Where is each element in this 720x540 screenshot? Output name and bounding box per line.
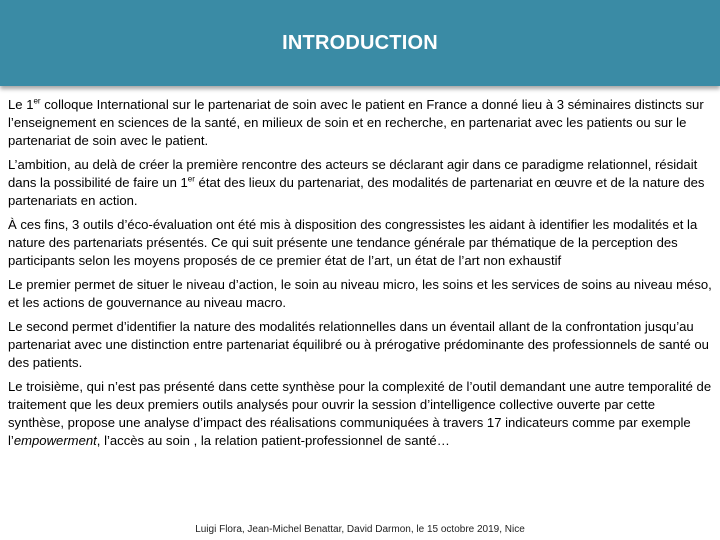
paragraph-5: Le second permet d’identifier la nature des modalités relationnelles dans un éventail allant de la confrontation jusqu’au partenariat avec une distinction entre partenariat équilibré ou à prérogative prédominante des professionnels de santé ou des patients. [8,319,709,370]
paragraph-1 [8,96,712,150]
paragraph-1-superscript: er [33,96,41,106]
paragraph-2 [8,156,712,210]
paragraph-4: Le premier permet de situer le niveau d’action, le soin au niveau micro, les soins et les services de soins au niveau méso, et les actions de gouvernance au niveau macro. [8,277,712,310]
paragraph-1-text-a: Le 1 [8,97,34,112]
paragraph-2-text-b: état des lieux du partenariat, des modalités de partenariat en œuvre et de la nature des partenariats en action. [8,175,705,208]
slide-footer: Luigi Flora, Jean-Michel Benattar, David Darmon, le 15 octobre 2019, Nice [195,524,525,535]
slide-body [8,96,712,456]
paragraph-6-text-a: Le troisième, qui n’est pas présenté dans cette synthèse pour la complexité de l’outil demandant une autre temporalité de traitement que les deux premiers outils analysés pour ouvrir la session d’intelligence collective ouverte par cette synthèse, propose une analyse d’impact des réalisations communiquées à travers 17 indicateurs comme par exemple l’ [8,379,712,448]
paragraph-3: À ces fins, 3 outils d’éco-évaluation ont été mis à disposition des congressistes les aidant à identifier les modalités et la nature des partenariats présentés. Ce qui suit présente une tendance générale par thématique de la perception des participants selon les moyens proposés de ce premier état de l’art, un état de l’art non exhaustif [8,217,698,268]
paragraph-2-superscript: er [187,174,195,184]
paragraph-6-emphasis: empowerment [13,433,97,448]
slide-title: INTRODUCTION [282,31,438,54]
paragraph-1-text-b: colloque International sur le partenariat de soin avec le patient en France a donné lieu à 3 séminaires distincts sur l’enseignement en sciences de la santé, en milieux de soin et en recherche, en partenariat avec les patients ou sur le partenariat de soin avec le patient. [8,97,704,148]
paragraph-6-text-b: , l’accès au soin , la relation patient-professionnel de santé… [96,433,450,448]
paragraph-2-text-a: L’ambition, au delà de créer la première rencontre des acteurs se déclarant agir dans ce paradigme relationnel, résidait dans la possibilité de faire un 1 [8,157,698,190]
title-banner [0,0,720,86]
paragraph-6 [8,378,712,450]
